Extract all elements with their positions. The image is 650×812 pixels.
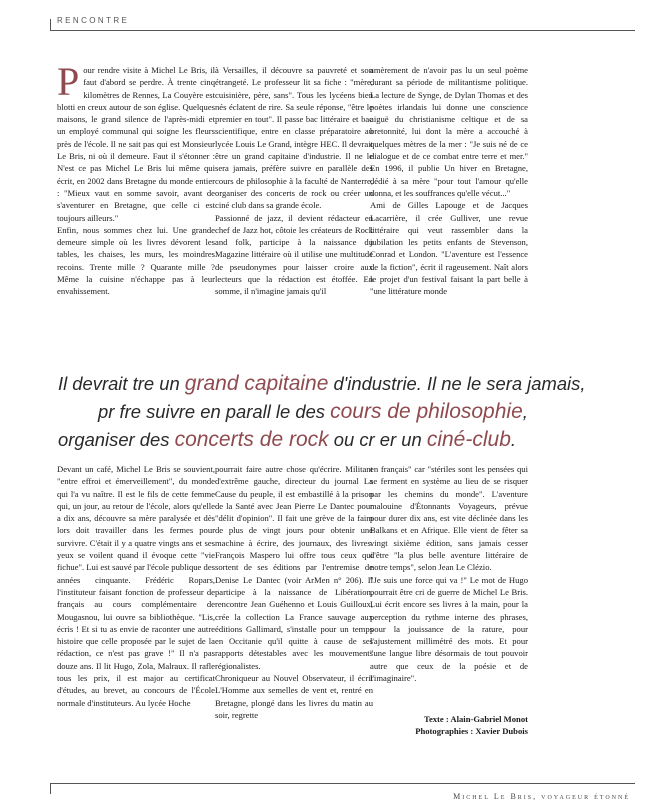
paragraph: "Je suis une force qui va !" Le mot de Hugo pourrait être cri de guerre de Michel Le Bris. Lui écrit encore ses livres à la main, pour la perception du rythme interne des phrases, pour la jouissance de la rature, pour l'ajustement millimétré des mots. Et pour "une langue libre désormais de tout pouvoir autre que ceux de la poésie et de l'imaginaire". <box>370 574 528 684</box>
paragraph: Enfin, nous sommes chez lui. Une grande demeure simple où les livres dévorent les tables, les chaises, les murs, les moindres recoins. Trente mille ? Quarante mille ? Même la cuisine n'échappe pas à leur envahissement. <box>57 224 215 297</box>
running-footer: Michel Le Bris, voyageur étonné <box>453 792 630 801</box>
article-column-bottom-2 <box>215 463 373 721</box>
pull-quote-line <box>58 370 618 398</box>
pull-text: ou cr <box>333 429 375 450</box>
pull-text: . <box>510 429 516 450</box>
article-column-top-1 <box>57 59 215 298</box>
paragraph: en français" car "stériles sont les pensées qui se ferment en système au lieu de se risquer par les chemins du monde". L'aventure malouine d'Étonnants Voyageurs, prévue pour durer dix ans, est vite déclinée dans les Balkans et en Afrique. Elle vient de fêter sa vingt sixième édition, sans jamais cesser d'être "la plus belle aventure littéraire de notre temps", selon Jean Le Clézio. <box>370 464 528 573</box>
top-rule <box>50 30 635 31</box>
rule-tick <box>50 783 51 794</box>
pull-text: organiser des <box>58 429 170 450</box>
paragraph: pourrait faire autre chose qu'écrire. Militant d'extrême gauche, directeur du journal La Cause du peuple, il est embastillé à la prison de la Santé avec Jean Pierre Le Dantec pour "délit d'opinion". Il fait une grève de la faim de plus de vingt jours pour obtenir une machine à écrire, des journaux, des livres. François Maspero lui offre tous ceux qui sortent de ses éditions par l'entremise de Denise Le Dantec (voir ArMen n° 206). Il participe à la naissance de Libération, rencontre Jean Guéhenno et Louis Guilloux, crée la collection La France sauvage aux éditions Gallimard, s'installe pour un temps en Occitanie qu'il quitte à cause de ses rapports détestables avec les mouvements régionalistes. <box>215 464 373 671</box>
section-label: RENCONTRE <box>57 16 130 25</box>
pull-highlight: ciné-club <box>426 428 511 451</box>
pull-highlight: cours de philosophie <box>330 400 523 423</box>
article-column-bottom-1 <box>57 463 215 709</box>
drop-cap: P <box>57 59 80 104</box>
credit-photos: Photographies : Xavier Dubois <box>415 726 528 737</box>
article-column-top-2 <box>215 64 373 298</box>
paragraph: Chroniqueur au Nouvel Observateur, il écrit L'Homme aux semelles de vent et, rentré en Bretagne, plongé dans les livres du matin au soir, regrette <box>215 673 373 720</box>
pull-text: le des <box>275 401 325 422</box>
paragraph: amèrement de n'avoir pas lu un seul poème durant sa période de militantisme politique. La lecture de Synge, de Dylan Thomas et des poètes irlandais lui donne une conscience aiguë du christianisme celtique et de sa bretonnité, lui dont la mère a accouché à quelques mètres de la mer : "Je suis né de ce dialogue et de ce combat entre terre et mer." En 1996, il publie Un hiver en Bretagne, dédié à sa mère "pour tout l'amour qu'elle donna, et les souffrances qu'elle vécut..." <box>370 65 528 198</box>
paragraph-text: our rendre visite à Michel Le Bris, il faut d'abord se perdre. À trente cinq kilomètres de Rennes, La Couyère est blotti en creux autour de son église. Quelques maisons, le grand silence de l'après-midi et un employé communal qui soigne les fleurs près de l'école. Il ne sait pas qui est Monsieur Le Bris, ni où il demeure. Faut il s'étonner : N'est ce pas Michel Le Bris lui même qui écrit, en 2002 dans Bretagne du monde entier : "Mieux vaut en somme savoir, avant de s'aventurer en Bretagne, que celle ci est toujours ailleurs." <box>57 65 215 223</box>
pull-highlight: concerts de rock <box>174 428 329 451</box>
pull-text: re suivre en parall <box>124 401 271 422</box>
pull-text: Il devrait <box>58 373 128 394</box>
pull-quote <box>58 370 618 454</box>
paragraph: Passionné de jazz, il devient rédacteur en chef de Jazz hot, côtoie les créateurs de Rock and folk, participe à la naissance du Magazine littéraire où il utilise une multitude de pseudonymes pour laisser croire aux lecteurs que la rédaction est étoffée. En somme, il n'imagine jamais qu'il <box>215 212 373 297</box>
paragraph <box>57 59 215 224</box>
paragraph: Ami de Gilles Lapouge et de Jacques Lacarrière, il crée Gulliver, une revue littéraire qui veut rassembler dans la jubilation les petits enfants de Stevenson, Conrad et London. "L'aventure est l'essence de la fiction", écrit il rageusement. Naît alors le projet d'un festival faisant la part belle à "une littérature monde <box>370 200 528 297</box>
pull-text: er un <box>379 429 422 450</box>
article-column-top-3 <box>370 64 528 298</box>
paragraph: Devant un café, Michel Le Bris se souvient, "entre effroi et émerveillement", du monde qui l'a vu naître. Il est le fils de cette femme qui, un jour, au retour de l'école, alors qu'elle a dix ans, découvre sa mère paralysée et dès lors doit travailler dans les fermes pour survivre. C'était il y a quatre vingts ans et ses yeux se voilent quand il évoque cette "vie fichue". Lui est sauvé par l'école publique des années cinquante. Frédéric Ropars, l'instituteur faisant fonction de professeur de français au cours complémentaire de Mougasnou, lui ouvre sa bibliothèque. "Lis, écris ! Et si tu as envie de raconter une autre histoire que celle proposée par le sujet de la rédaction, ce n'est pas grave !" Il n'a pas douze ans. Il lit Hugo, Zola, Malraux. Il rafle tous les prix, il est major au certificat d'études, au brevet, au concours de l'École normale d'instituteurs. Au lycée Hoche <box>57 464 215 708</box>
credit-text: Texte : Alain-Gabriel Monot <box>424 714 528 724</box>
pull-text: d'industrie. Il ne le sera jamais, <box>333 373 586 394</box>
paragraph: à Versailles, il découvre sa pauvreté et son étrangeté. Le professeur lit sa fiche : "mère, cuisinière, père, sans". Tous les lycéens bien nés éclatent de rire. Sa seule réponse, "être le premier en tout". Il passe bac littéraire et bac scientifique, entre en classe préparatoire au lycée Louis Le Grand, intègre HEC. Il devrait être un grand capitaine d'industrie. Il ne le sera jamais, préfère suivre en parallèle des cours de philosophie à la faculté de Nanterre, organiser des concerts de rock ou créer un ciné club dans sa grande école. <box>215 65 373 211</box>
pull-quote-line <box>58 426 618 454</box>
credits <box>370 713 528 738</box>
rule-tick <box>50 19 51 30</box>
pull-text: f <box>119 401 125 422</box>
article-column-bottom-3 <box>370 463 528 684</box>
pull-text: , <box>522 401 528 422</box>
pull-text: pr <box>98 401 115 422</box>
pull-highlight: grand capitaine <box>184 372 329 395</box>
pull-quote-line <box>58 398 618 426</box>
pull-text: tre un <box>132 373 180 394</box>
bottom-rule <box>50 783 635 784</box>
